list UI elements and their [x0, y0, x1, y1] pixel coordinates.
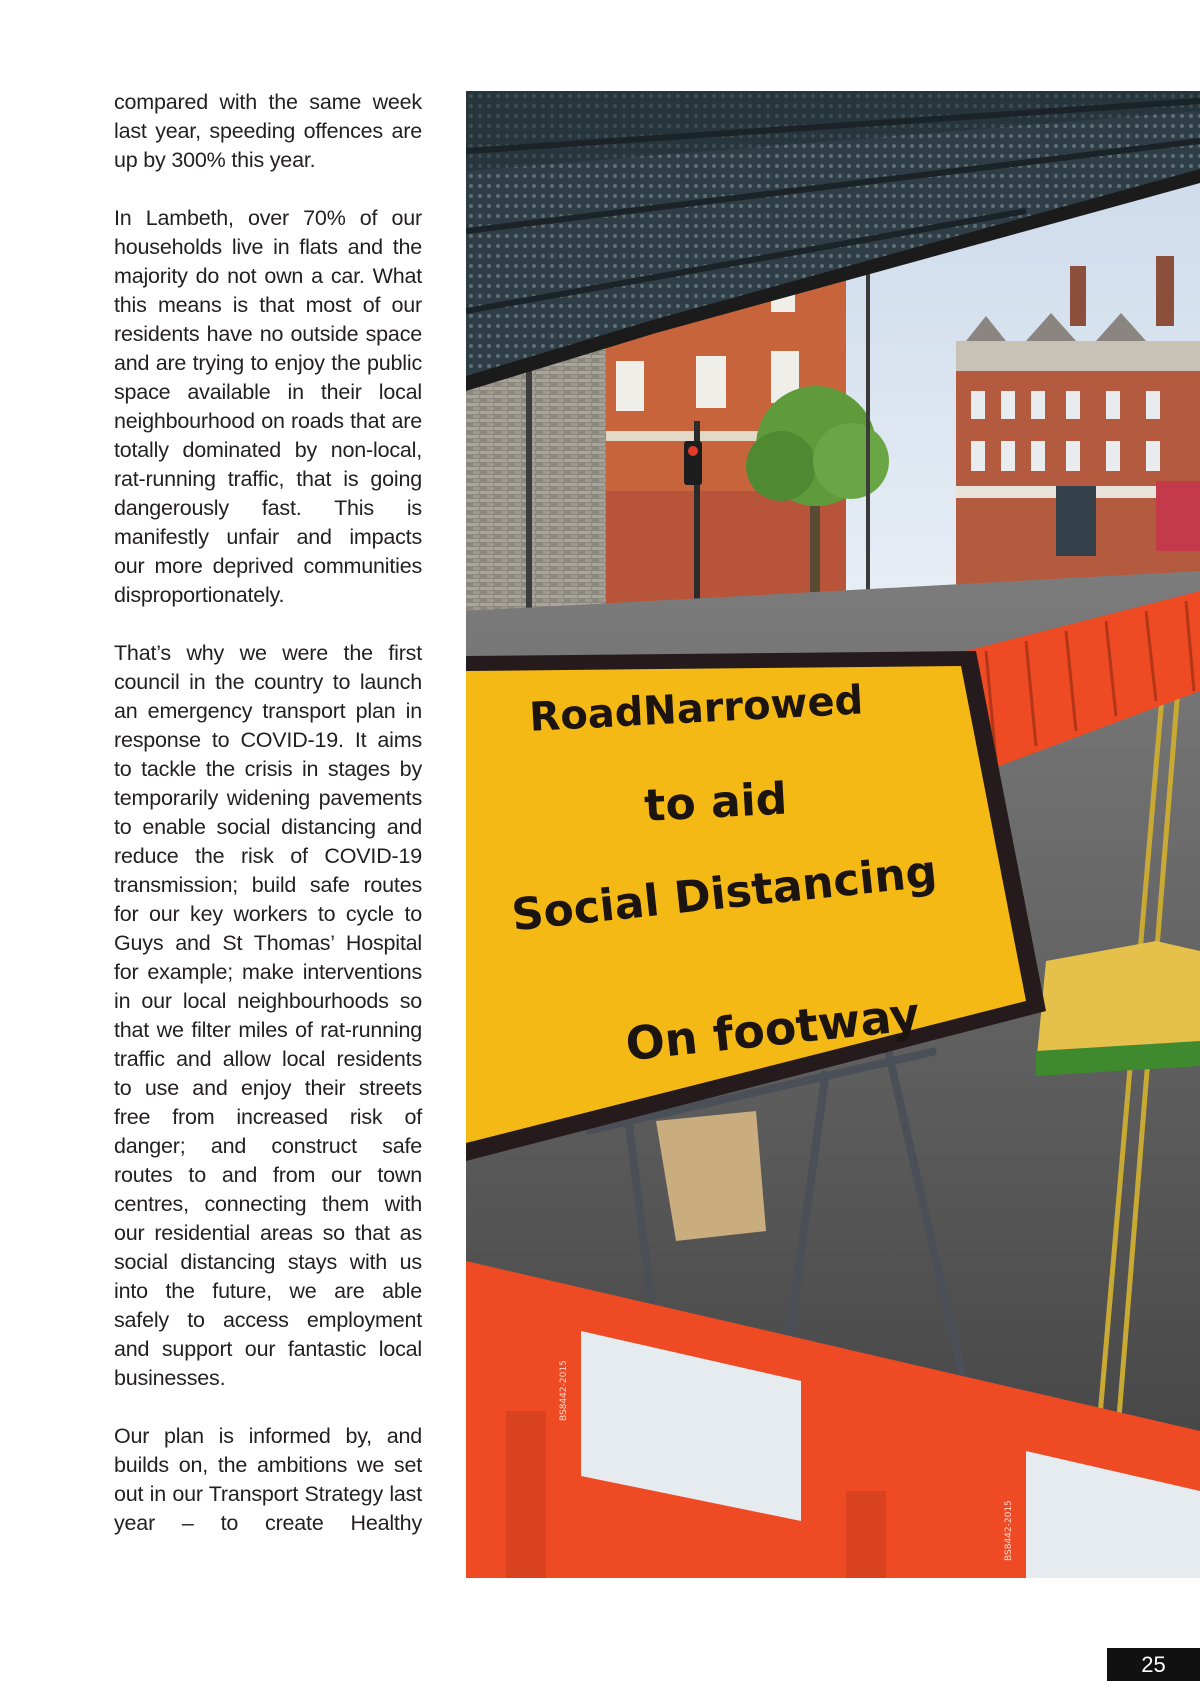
page-number	[1107, 1648, 1200, 1681]
article-text-column	[114, 88, 422, 1538]
sign-line-3: Social Distancing	[509, 845, 940, 942]
paragraph: Our plan is informed by, and builds on, the ambitions we set out in our Transport Strategy last year – to create Healthy	[114, 1424, 422, 1535]
barrier-stamp: BS8442-2015	[559, 1360, 569, 1421]
page-number-text: 25	[1141, 1651, 1166, 1677]
sign-line-4: On footway	[623, 986, 923, 1072]
sign-line-1: RoadNarrowed	[528, 677, 865, 741]
barrier-stamp: BS8442-2015	[1004, 1500, 1014, 1561]
street-photo	[466, 91, 1200, 1578]
paragraph: That’s why we were the first council in the country to launch an emergency transport plan in response to COVID-19. It aims to tackle the crisis in stages by temporarily widening pavements to enable social distancing and reduce the risk of COVID-19 transmission; build safe routes for our key workers to cycle to Guys and St Thomas’ Hospital for example; make interventions in our local neighbourhoods so that we filter miles of rat-running traffic and allow local residents to use and enjoy their streets free from increased risk of danger; and construct safe routes to and from our town centres, connecting them with our residential areas so that as social distancing stays with us into the future, we are able safely to access employment and support our fantastic local businesses.	[114, 641, 422, 1390]
paragraph: compared with the same week last year, speeding offences are up by 300% this year.	[114, 90, 422, 172]
paragraph: In Lambeth, over 70% of our households live in flats and the majority do not own a car. What this means is that most of our residents have no outside space and are trying to enjoy the public space available in their local neighbourhood on roads that are totally dominated by non-local, rat-running traffic, that is going dangerously fast. This is manifestly unfair and impacts our more deprived communities disproportionately.	[114, 206, 422, 607]
sign-line-2: to aid	[643, 773, 789, 832]
